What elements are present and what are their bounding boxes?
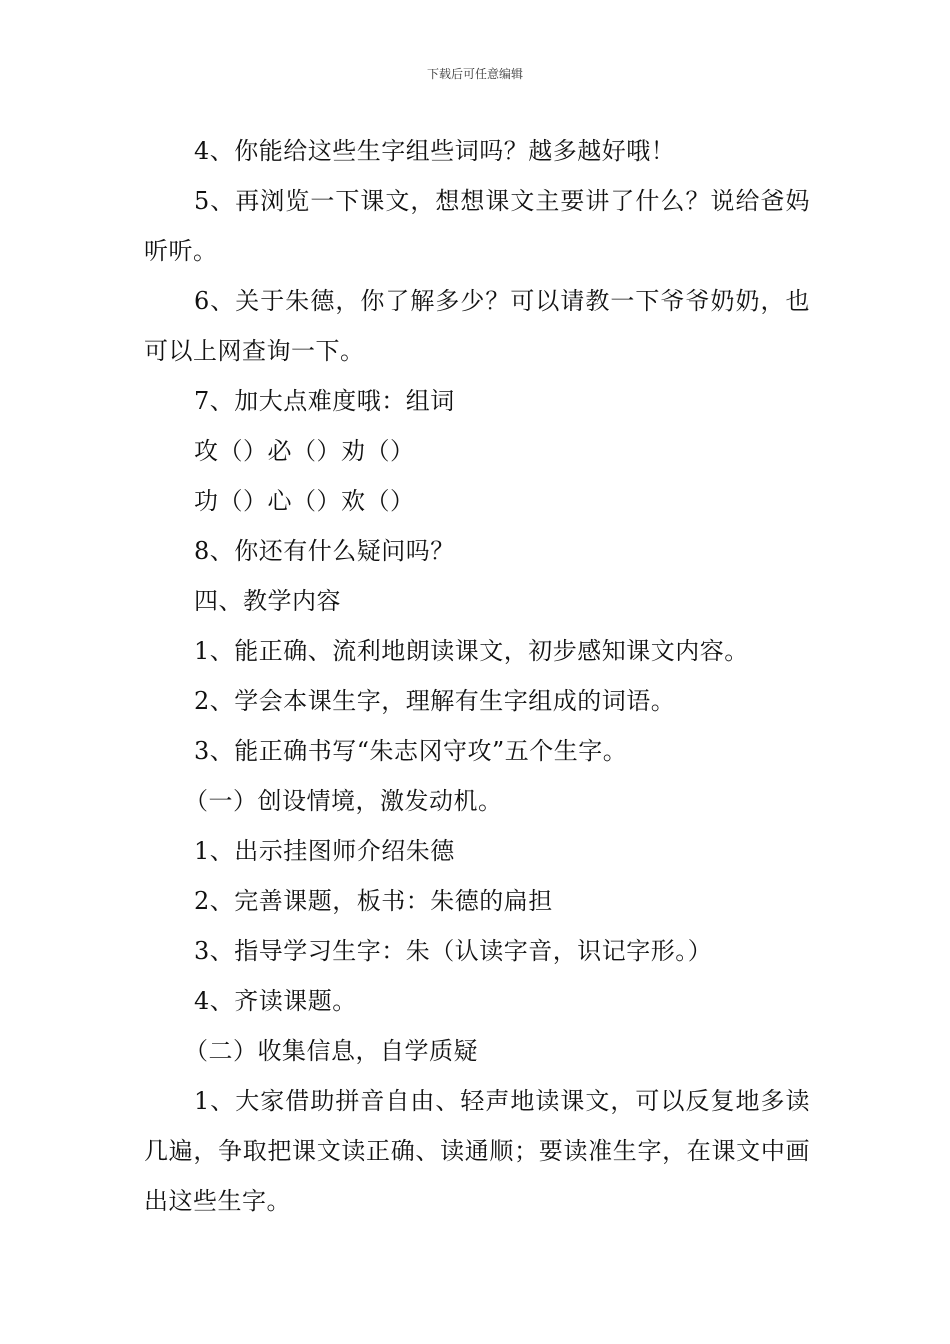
paragraph-item-6: 6、关于朱德，你了解多少？可以请教一下爷爷奶奶，也可以上网查询一下。 xyxy=(144,287,810,365)
subsection-heading-2: （二）收集信息，自学质疑 xyxy=(184,1037,478,1065)
self-study-paragraph: 1、大家借助拼音自由、轻声地读课文，可以反复地多读几遍，争取把课文读正确、读通顺；要读准生字，在课文中画出这些生字。 xyxy=(144,1087,810,1215)
paragraph-item-5: 5、再浏览一下课文，想想课文主要讲了什么？说给爸妈听听。 xyxy=(144,187,810,265)
paragraph-item-4: 4、你能给这些生字组些词吗？越多越好哦！ xyxy=(194,137,676,165)
page-header: 下载后可任意编辑 xyxy=(426,67,523,81)
step-item-1: 1、出示挂图师介绍朱德 xyxy=(194,837,455,865)
subsection-heading-1: （一）创设情境，激发动机。 xyxy=(184,787,503,815)
document-body xyxy=(144,126,810,1226)
step-item-4: 4、齐读课题。 xyxy=(194,987,357,1015)
step-item-2: 2、完善课题，板书：朱德的扁担 xyxy=(194,887,553,915)
word-exercise-row-1: 攻（）必（）劝（） xyxy=(194,437,415,465)
paragraph-item-7: 7、加大点难度哦：组词 xyxy=(194,387,455,415)
content-item-1: 1、能正确、流利地朗读课文，初步感知课文内容。 xyxy=(194,637,749,665)
content-item-3: 3、能正确书写“朱志冈守攻”五个生字。 xyxy=(194,737,628,765)
word-exercise-row-2: 功（）心（）欢（） xyxy=(194,487,415,515)
step-item-3: 3、指导学习生字：朱（认读字音，识记字形。） xyxy=(194,937,713,965)
section-heading-teaching-content: 四、教学内容 xyxy=(194,587,341,615)
content-item-2: 2、学会本课生字，理解有生字组成的词语。 xyxy=(194,687,676,715)
paragraph-item-8: 8、你还有什么疑问吗？ xyxy=(194,537,455,565)
